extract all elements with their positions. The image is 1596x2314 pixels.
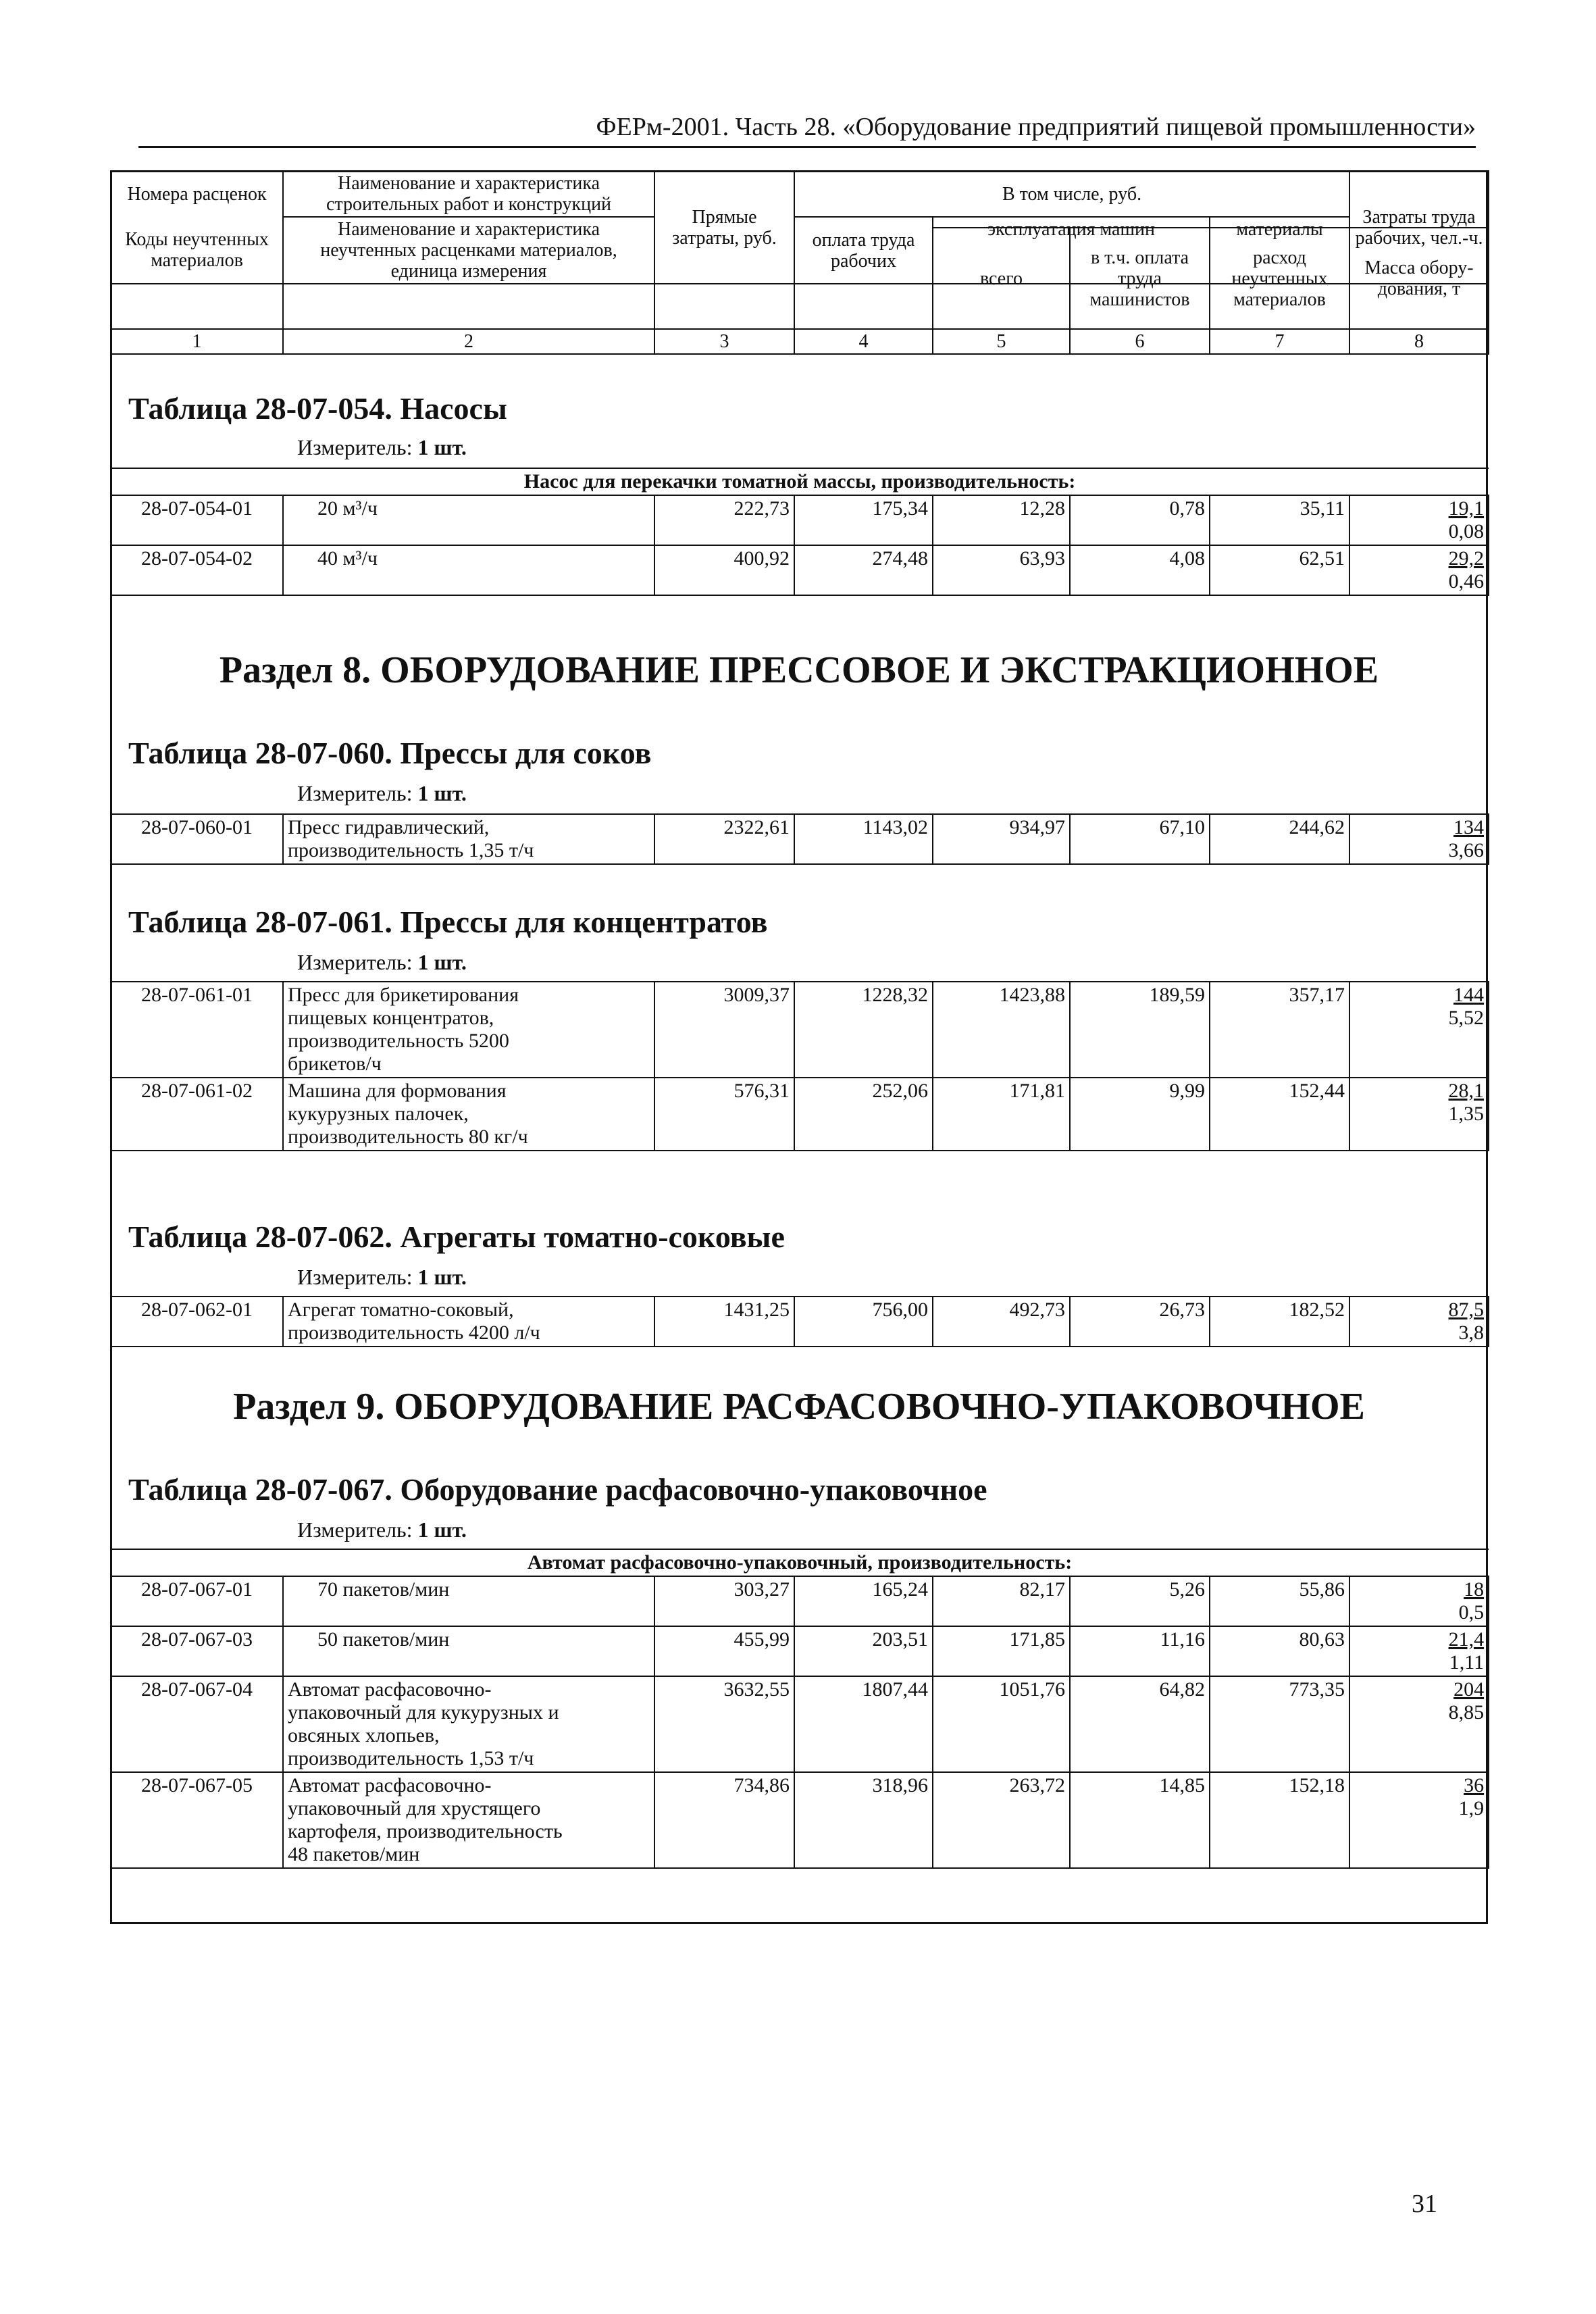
row-name — [283, 1297, 654, 1347]
row-code: 28-07-067-04 — [111, 1676, 283, 1772]
table-row — [111, 982, 1489, 1078]
measure-label: Измеритель: — [297, 1265, 413, 1289]
col-num-1: 1 — [111, 329, 283, 354]
row-name: 20 м³/ч — [283, 495, 654, 545]
cell-c5: 263,72 — [933, 1772, 1070, 1868]
row-name — [283, 814, 654, 864]
cell-c4: 274,48 — [794, 545, 933, 595]
row-code: 28-07-067-03 — [111, 1626, 283, 1676]
col-2b-spacer — [283, 228, 654, 329]
col-5-header: всего — [933, 228, 1070, 329]
table-row — [111, 814, 1489, 864]
cell-c8b: 3,8 — [1458, 1322, 1484, 1344]
row-code: 28-07-061-02 — [111, 1078, 283, 1151]
cell-c6: 11,16 — [1070, 1626, 1210, 1676]
col-num-5: 5 — [933, 329, 1070, 354]
cell-c8 — [1349, 982, 1489, 1078]
cell-c6: 14,85 — [1070, 1772, 1210, 1868]
col-8b-header: Масса обору-дования, т — [1349, 228, 1489, 329]
measure-label: Измеритель: — [297, 950, 413, 974]
section-9-title: Раздел 9. ОБОРУДОВАНИЕ РАСФАСОВОЧНО-УПАКОВОЧНОЕ — [233, 1386, 1365, 1428]
cell-c3: 3632,55 — [654, 1676, 794, 1772]
cell-c6: 26,73 — [1070, 1297, 1210, 1347]
cell-c7: 773,35 — [1210, 1676, 1349, 1772]
cell-c8a: 18 — [1464, 1578, 1485, 1601]
cell-c8a: 204 — [1453, 1678, 1485, 1701]
table-054 — [110, 468, 1489, 596]
cell-c6: 9,99 — [1070, 1078, 1210, 1151]
cell-c6: 5,26 — [1070, 1576, 1210, 1626]
table-row — [111, 1676, 1489, 1772]
row-code: 28-07-067-01 — [111, 1576, 283, 1626]
table-054-measure — [297, 435, 467, 460]
row-name-line: пищевых концентратов, — [288, 1007, 494, 1029]
cell-c3: 3009,37 — [654, 982, 794, 1078]
measure-value: 1 шт. — [417, 950, 467, 974]
cell-c3: 576,31 — [654, 1078, 794, 1151]
cell-c3: 1431,25 — [654, 1297, 794, 1347]
cell-c8b: 3,66 — [1448, 839, 1484, 861]
col-4-header: оплата труда рабочих — [794, 217, 933, 284]
measure-value: 1 шт. — [417, 435, 467, 459]
cell-c5: 934,97 — [933, 814, 1070, 864]
col-3-header: Прямые затраты, руб. — [654, 171, 794, 284]
cell-c7: 152,44 — [1210, 1078, 1349, 1151]
cell-c5: 1051,76 — [933, 1676, 1070, 1772]
cell-c6: 67,10 — [1070, 814, 1210, 864]
row-name — [283, 1676, 654, 1772]
cell-c8b: 0,5 — [1458, 1601, 1485, 1624]
row-name — [283, 1772, 654, 1868]
cell-c3: 303,27 — [654, 1576, 794, 1626]
col-num-2: 2 — [283, 329, 654, 354]
table-067-title: Таблица 28-07-067. Оборудование расфасовочно-упаковочное — [128, 1472, 987, 1507]
table-row — [111, 1626, 1489, 1676]
table-067-measure — [297, 1517, 467, 1542]
cell-c8 — [1349, 1772, 1489, 1868]
cell-c8b: 5,52 — [1448, 1007, 1484, 1029]
row-name: 40 м³/ч — [283, 545, 654, 595]
col-1-header: Номера расценок — [111, 171, 283, 217]
row-code: 28-07-060-01 — [111, 814, 283, 864]
cell-c5: 63,93 — [933, 545, 1070, 595]
cell-c7: 152,18 — [1210, 1772, 1349, 1868]
table-row — [111, 1576, 1489, 1626]
cell-c8b: 8,85 — [1448, 1701, 1485, 1724]
col-2b-header: Наименование и характеристика неучтенных расценками материалов, единица измерения — [283, 217, 654, 284]
table-067 — [110, 1549, 1489, 1869]
row-name-line: кукурузных палочек, — [288, 1103, 469, 1125]
table-062 — [110, 1296, 1489, 1347]
cell-c3: 400,92 — [654, 545, 794, 595]
cell-c5: 171,85 — [933, 1626, 1070, 1676]
cell-c4: 756,00 — [794, 1297, 933, 1347]
cell-c8a: 19,1 — [1448, 497, 1485, 520]
cell-c4: 203,51 — [794, 1626, 933, 1676]
cell-c5: 82,17 — [933, 1576, 1070, 1626]
page-number: 31 — [1412, 2190, 1437, 2218]
row-code: 28-07-054-01 — [111, 495, 283, 545]
cell-c6: 64,82 — [1070, 1676, 1210, 1772]
row-name-line: Агрегат томатно-соковый, — [288, 1299, 514, 1321]
table-061-title: Таблица 28-07-061. Прессы для концентратов — [128, 905, 768, 939]
table-row — [111, 1772, 1489, 1868]
cell-c7: 357,17 — [1210, 982, 1349, 1078]
row-name — [283, 1078, 654, 1151]
cell-c6: 4,08 — [1070, 545, 1210, 595]
cell-c8 — [1349, 1676, 1489, 1772]
row-name-line: картофеля, производительность — [288, 1820, 563, 1842]
cell-c7: 244,62 — [1210, 814, 1349, 864]
cell-c4: 1807,44 — [794, 1676, 933, 1772]
col-incl-header: В том числе, руб. — [794, 171, 1349, 217]
cell-c4: 1143,02 — [794, 814, 933, 864]
cell-c6: 189,59 — [1070, 982, 1210, 1078]
cell-c8a: 28,1 — [1448, 1080, 1484, 1102]
cell-c8b: 1,9 — [1458, 1797, 1485, 1819]
cell-c8b: 1,11 — [1449, 1651, 1485, 1674]
cell-c3: 222,73 — [654, 495, 794, 545]
column-header-sub — [110, 227, 1489, 355]
table-062-title: Таблица 28-07-062. Агрегаты томатно-соковые — [128, 1219, 785, 1254]
cell-c8b: 1,35 — [1448, 1103, 1484, 1125]
measure-label: Измеритель: — [297, 781, 413, 805]
cell-c8 — [1349, 1626, 1489, 1676]
table-row — [111, 495, 1489, 545]
cell-c8a: 36 — [1464, 1774, 1485, 1796]
cell-c5: 1423,88 — [933, 982, 1070, 1078]
row-name-line: Автомат расфасовочно- — [288, 1774, 492, 1796]
cell-c7: 55,86 — [1210, 1576, 1349, 1626]
cell-c8 — [1349, 814, 1489, 864]
row-name: 70 пакетов/мин — [283, 1576, 654, 1626]
row-code: 28-07-054-02 — [111, 545, 283, 595]
cell-c7: 62,51 — [1210, 545, 1349, 595]
measure-label: Измеритель: — [297, 1517, 413, 1542]
table-067-group: Автомат расфасовочно-упаковочный, производительность: — [111, 1549, 1489, 1576]
cell-c3: 2322,61 — [654, 814, 794, 864]
row-name-line: упаковочный для кукурузных и — [288, 1701, 559, 1724]
measure-label: Измеритель: — [297, 435, 413, 459]
cell-c8b: 0,08 — [1448, 520, 1485, 543]
row-code: 28-07-067-05 — [111, 1772, 283, 1868]
row-name-line: Пресс для брикетирования — [288, 984, 519, 1006]
cell-c8 — [1349, 1576, 1489, 1626]
col-num-4: 4 — [794, 329, 933, 354]
row-name-line: Машина для формования — [288, 1080, 507, 1102]
section-8-title: Раздел 8. ОБОРУДОВАНИЕ ПРЕССОВОЕ И ЭКСТРАКЦИОННОЕ — [219, 649, 1379, 691]
cell-c8 — [1349, 1078, 1489, 1151]
row-name-line: упаковочный для хрустящего — [288, 1797, 541, 1819]
col-num-7: 7 — [1210, 329, 1349, 354]
table-060 — [110, 813, 1489, 865]
cell-c3: 734,86 — [654, 1772, 794, 1868]
cell-c6: 0,78 — [1070, 495, 1210, 545]
cell-c8 — [1349, 1297, 1489, 1347]
cell-c7: 80,63 — [1210, 1626, 1349, 1676]
table-row — [111, 545, 1489, 595]
row-name: 50 пакетов/мин — [283, 1626, 654, 1676]
cell-c8a: 29,2 — [1448, 547, 1485, 570]
col-3-spacer — [654, 228, 794, 329]
cell-c8b: 0,46 — [1448, 570, 1485, 593]
cell-c5: 492,73 — [933, 1297, 1070, 1347]
cell-c5: 171,81 — [933, 1078, 1070, 1151]
cell-c8 — [1349, 545, 1489, 595]
col-2-header: Наименование и характеристика строительных работ и конструкций — [283, 171, 654, 217]
col-1b-spacer — [111, 228, 283, 329]
col-7-header: расход неучтенных материалов — [1210, 228, 1349, 329]
col-machines-header: эксплуатация машин — [933, 217, 1210, 284]
col-num-3: 3 — [654, 329, 794, 354]
col-1b-header: Коды неучтенных материалов — [111, 217, 283, 284]
col-materials-header: материалы — [1210, 217, 1349, 284]
row-code: 28-07-062-01 — [111, 1297, 283, 1347]
cell-c4: 165,24 — [794, 1576, 933, 1626]
cell-c4: 318,96 — [794, 1772, 933, 1868]
col-8a-header: Затраты труда рабочих, чел.-ч. — [1349, 171, 1489, 284]
col-num-8: 8 — [1349, 329, 1489, 354]
cell-c4: 252,06 — [794, 1078, 933, 1151]
row-code: 28-07-061-01 — [111, 982, 283, 1078]
measure-value: 1 шт. — [417, 1517, 467, 1542]
table-060-measure — [297, 781, 467, 806]
cell-c7: 182,52 — [1210, 1297, 1349, 1347]
running-header: ФЕРм-2001. Часть 28. «Оборудование предприятий пищевой промышленности» — [138, 108, 1476, 148]
measure-value: 1 шт. — [417, 781, 467, 805]
cell-c8 — [1349, 495, 1489, 545]
table-054-title: Таблица 28-07-054. Насосы — [128, 391, 507, 426]
cell-c5: 12,28 — [933, 495, 1070, 545]
table-054-group: Насос для перекачки томатной массы, производительность: — [111, 468, 1489, 495]
row-name-line: 48 пакетов/мин — [288, 1843, 420, 1865]
cell-c8a: 21,4 — [1448, 1628, 1485, 1651]
row-name-line: производительность 80 кг/ч — [288, 1126, 528, 1148]
table-061 — [110, 981, 1489, 1151]
col-num-6: 6 — [1070, 329, 1210, 354]
measure-value: 1 шт. — [417, 1265, 467, 1289]
col-4-spacer — [794, 228, 933, 329]
row-name-line: Пресс гидравлический, — [288, 816, 490, 838]
row-name-line: Автомат расфасовочно- — [288, 1678, 492, 1701]
cell-c8a: 87,5 — [1448, 1299, 1484, 1321]
row-name-line: производительность 1,35 т/ч — [288, 839, 534, 861]
cell-c8a: 134 — [1453, 816, 1484, 838]
row-name-line: производительность 5200 — [288, 1030, 509, 1052]
table-062-measure — [297, 1265, 467, 1290]
row-name — [283, 982, 654, 1078]
table-061-measure — [297, 950, 467, 975]
row-name-line: брикетов/ч — [288, 1053, 382, 1075]
cell-c4: 175,34 — [794, 495, 933, 545]
cell-c3: 455,99 — [654, 1626, 794, 1676]
cell-c4: 1228,32 — [794, 982, 933, 1078]
col-6-header: в т.ч. оплата труда машинистов — [1070, 228, 1210, 329]
row-name-line: производительность 1,53 т/ч — [288, 1747, 534, 1769]
table-060-title: Таблица 28-07-060. Прессы для соков — [128, 736, 652, 770]
row-name-line: овсяных хлопьев, — [288, 1724, 440, 1746]
cell-c7: 35,11 — [1210, 495, 1349, 545]
table-row — [111, 1078, 1489, 1151]
row-name-line: производительность 4200 л/ч — [288, 1322, 540, 1344]
cell-c8a: 144 — [1453, 984, 1484, 1006]
table-row — [111, 1297, 1489, 1347]
